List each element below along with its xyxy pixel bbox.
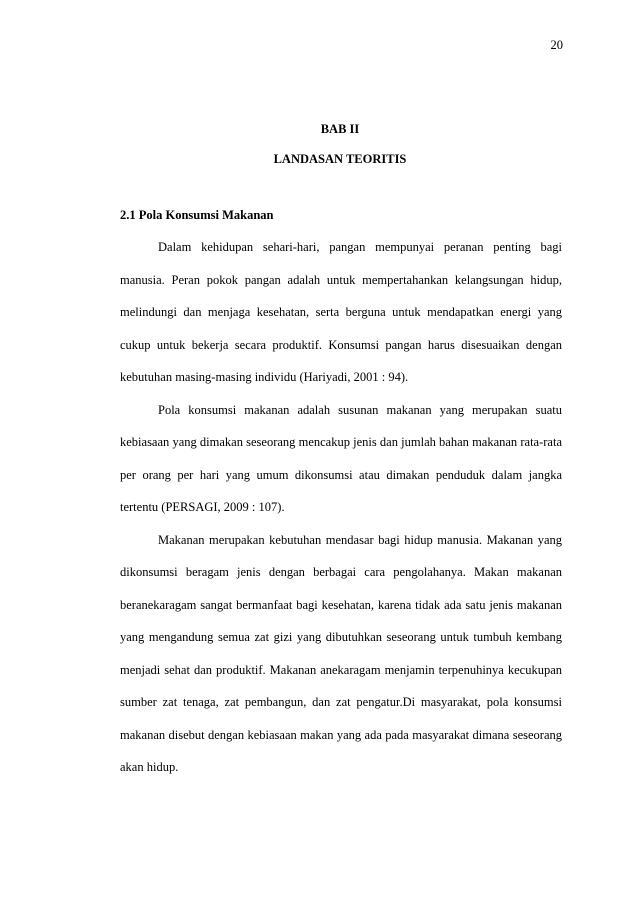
section-body [120, 231, 562, 784]
page-number: 20 [550, 38, 563, 52]
paragraph-1: Dalam kehidupan sehari-hari, pangan mempunyai peranan penting bagi manusia. Peran pokok pangan adalah untuk mempertahankan kelangsungan hidup, melindungi dan menjaga kesehatan, serta berguna untuk mendapatkan energi yang cukup untuk bekerja secara produktif. Konsumsi pangan harus disesuaikan dengan kebutuhan masing-masing individu (Hariyadi, 2001 : 94). [120, 240, 562, 384]
chapter-label: BAB II [320, 122, 360, 136]
paragraph-3: Makanan merupakan kebutuhan mendasar bagi hidup manusia. Makanan yang dikonsumsi beragam jenis dengan berbagai cara pengolahanya. Makan makanan beranekaragam sangat bermanfaat bagi kesehatan, karena tidak ada satu jenis makanan yang mengandung semua zat gizi yang dibutuhkan seseorang untuk tumbuh kembang menjadi sehat dan produktif. Makanan anekaragam menjamin terpenuhinya kecukupan sumber zat tenaga, zat pembangun, dan zat pengatur.Di masyarakat, pola konsumsi makanan disebut dengan kebiasaan makan yang ada pada masyarakat dimana seseorang akan hidup. [120, 532, 562, 774]
section-heading: 2.1 Pola Konsumsi Makanan [120, 208, 274, 222]
chapter-title: LANDASAN TEORITIS [273, 152, 407, 166]
paragraph-2: Pola konsumsi makanan adalah susunan makanan yang merupakan suatu kebiasaan yang dimakan seseorang mencakup jenis dan jumlah bahan makanan rata-rata per orang per hari yang umum dikonsumsi atau dimakan penduduk dalam jangka tertentu (PERSAGI, 2009 : 107). [120, 402, 562, 514]
